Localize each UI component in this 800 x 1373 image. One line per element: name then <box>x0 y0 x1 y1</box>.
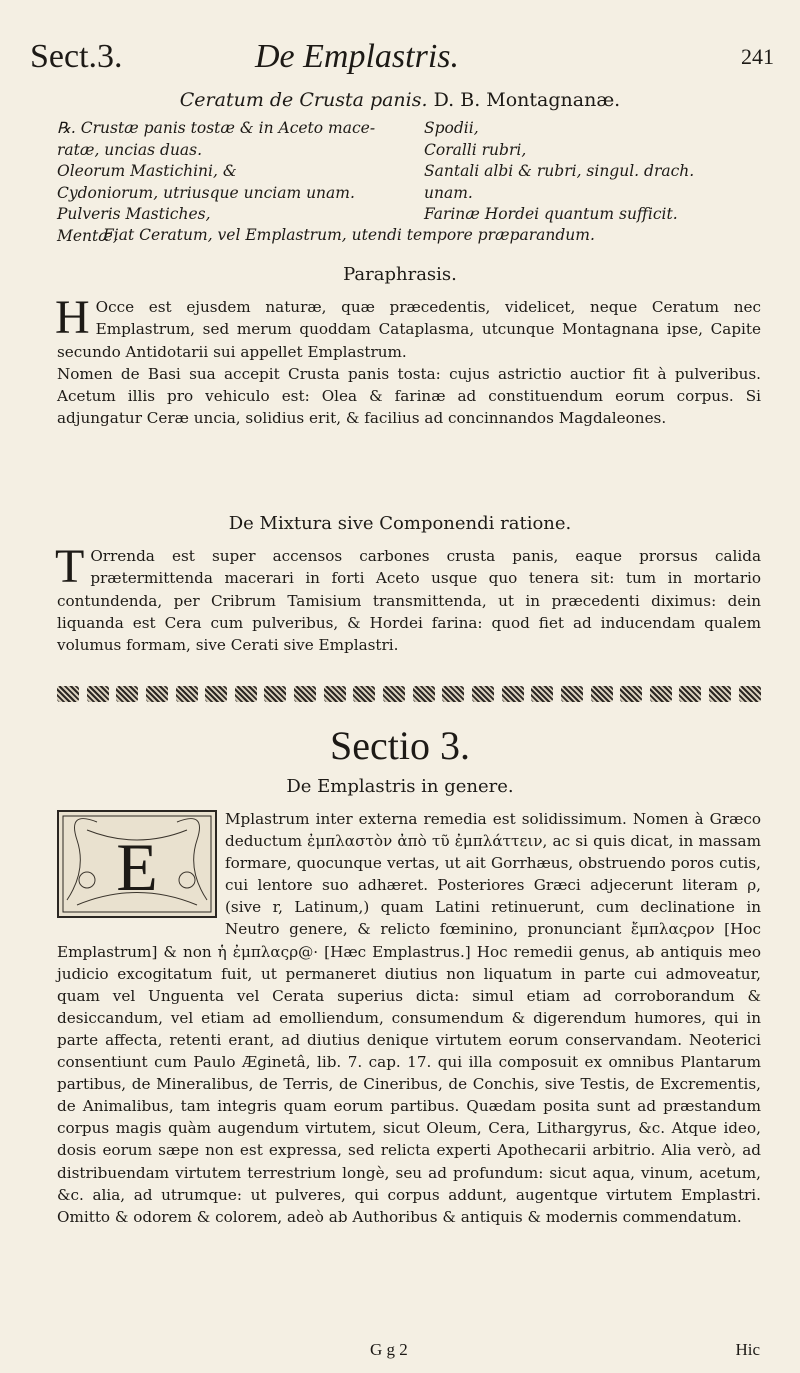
section-title: Sectio 3. <box>330 723 470 768</box>
paraphrasis-body <box>55 291 761 430</box>
recipe-title-main: Ceratum de Crusta panis. <box>179 89 428 111</box>
recipe-instruction: Fiat Ceratum, vel Emplastrum, utendi tempore præparandum. <box>103 226 595 244</box>
ornament-piece <box>620 686 642 702</box>
ingredient-line: Spodii, <box>424 119 479 137</box>
ornament-piece <box>442 686 464 702</box>
page-footer <box>0 1340 800 1366</box>
drop-cap: H <box>55 291 90 344</box>
ornament-piece <box>87 686 109 702</box>
ingredient-line: Pulveris Mastiches, <box>57 205 211 223</box>
catchword: Hic <box>735 1340 760 1359</box>
signature-mark: G g 2 <box>370 1340 408 1359</box>
decor-initial-letter: E <box>116 829 158 905</box>
ornament-piece <box>264 686 286 702</box>
ornament-piece <box>324 686 346 702</box>
ingredients-right-column <box>424 118 764 226</box>
ingredient-line: Santali albi & rubri, singul. drach. <box>424 162 695 180</box>
mixtura-heading: De Mixtura sive Componendi ratione. <box>228 513 572 534</box>
mixtura-text: Orrenda est super accensos carbones crusta panis, eaque prorsus calida prætermittenda macerari in forti Aceto usque quo tenera sit: tum in mortario contundenda, per Cribrum Tamisium transmittenda, ut in præcedenti diximus: dein liquanda est Cera cum pulveribus, & Hordei farina: quod fiet ad inducendam qualem volumus formam, sive Cerati sive Emplastri. <box>57 547 761 655</box>
ingredient-line: Mentæ, <box>57 226 118 245</box>
ornament-piece <box>739 686 761 702</box>
decorated-initial-icon <box>57 810 217 918</box>
ornament-piece <box>561 686 583 702</box>
ingredient-line: Cydoniorum, utriusque unciam unam. <box>57 183 355 202</box>
ornament-piece <box>205 686 227 702</box>
ingredient-line: ratæ, uncias duas. <box>57 140 203 159</box>
header-title: De Emplastris. <box>255 38 459 75</box>
ingredient-line: Oleorum Mastichini, & <box>57 162 237 180</box>
ornament-piece <box>591 686 613 702</box>
ingredient-line: ℞. Crustæ panis tostæ & in Aceto mace- <box>57 119 376 137</box>
ornament-piece <box>176 686 198 702</box>
ornament-piece <box>650 686 672 702</box>
recipe-title <box>0 89 800 111</box>
drop-cap: T <box>55 540 85 593</box>
ingredient-line: Coralli rubri, <box>424 140 527 159</box>
ornament-piece <box>502 686 524 702</box>
paraphrasis-text: Occe est ejusdem naturæ, quæ præcedentis, videlicet, neque Ceratum nec Emplastrum, sed merum quoddam Cataplasma, utcunque Montagnana ipse, Capite secundo Antidotarii sui appellet Emplastrum. <box>57 298 761 361</box>
paraphrasis-paragraph <box>57 363 761 430</box>
mixtura-paragraph <box>55 540 761 656</box>
ingredient-line: unam. <box>424 183 473 202</box>
ornament-piece <box>531 686 553 702</box>
ornament-piece <box>679 686 701 702</box>
ornament-piece <box>235 686 257 702</box>
ornament-piece <box>472 686 494 702</box>
ornament-piece <box>413 686 435 702</box>
recipe-title-author: D. B. Montagnanæ. <box>433 89 621 111</box>
ingredient-line: Farinæ Hordei quantum sufficit. <box>424 205 678 223</box>
ornament-piece <box>116 686 138 702</box>
ornament-piece <box>383 686 405 702</box>
ornament-piece <box>709 686 731 702</box>
ornament-piece <box>146 686 168 702</box>
paraphrasis-text: Nomen de Basi sua accepit Crusta panis tosta: cujus astrictio auctior fit à pulveribus. Acetum illis pro vehiculo est: Olea & farinæ ad constituendum eorum corpus. Si adjungatur Ceræ uncia, solidius erit, & facilius ad concinnandos Magdaleones. <box>57 364 761 428</box>
running-header <box>30 38 774 78</box>
mixtura-body <box>55 540 761 656</box>
ornament-piece <box>353 686 375 702</box>
section-subtitle: De Emplastris in genere. <box>286 776 514 797</box>
section-text: Mplastrum inter externa remedia est solidissimum. Nomen à Græco deductum ἐμπλαστὸν ἀπὸ τῦ ἐμπλάττειν, ac si quis dicat, in massam formare, quocunque vertas, ut ait Gorrhæus, obstruendo poros cutis, cui lentore suo adhæret. Posteriores Græci adjecerunt literam ρ, (sive r, Latinum,) quam Latini retinuerunt, cum declinatione in Neutro genere, & relicto fœminino, pronunciant ἔμπλαςρον [Hoc Emplastrum] & non ἡ ἐμπλαςρ@· [Hæc Emplastrus.] Hoc remedii genus, ab antiquis meo judicio excogitatum fuit, ut permaneret diutius non liquatum in parte cui admoveatur, quam vel Unguenta vel Cerata superius dicta: simul etiam ad corroborandum & desiccandum, vel etiam ad emolliendum, consumendum & digerendum humores, qui in parte affecta, retenti erant, ad diutius denique virtutem eorum conservandam. Neoterici consentiunt cum Paulo Æginetâ, lib. 7. cap. 17. qui illa composuit ex omnibus Plantarum partibus, de Mineralibus, de Terris, de Cineribus, de Conchis, sive Testis, de Excrementis, de Animalibus, tam integris quam eorum partibus. Quædam posita sunt ad præstandum corpus magis quàm augendum virtutem, sicut Oleum, Cera, Lithargyrus, &c. Atque ideo, dosis eorum sæpe non est expressa, sed relicta experti Apothecarii arbitrio. Alia verò, ad distribuendam virtutem terrestrium longè, seu ad profundum: sicut aqua, vinum, acetum, &c. alia, ad utrumque: ut pulveres, qui corpus addunt, augentque virtutem Emplastri. Omitto & odorem & colorem, adeò ab Authoribus & antiquis & modernis commendatum. <box>57 810 761 1226</box>
ornament-piece <box>57 686 79 702</box>
ornament-border <box>57 686 761 702</box>
paraphrasis-heading: Paraphrasis. <box>343 264 457 285</box>
ornament-piece <box>294 686 316 702</box>
header-section: Sect.3. <box>30 38 123 75</box>
paraphrasis-paragraph <box>55 291 761 363</box>
page-number: 241 <box>741 44 774 69</box>
section-body <box>57 808 761 1228</box>
